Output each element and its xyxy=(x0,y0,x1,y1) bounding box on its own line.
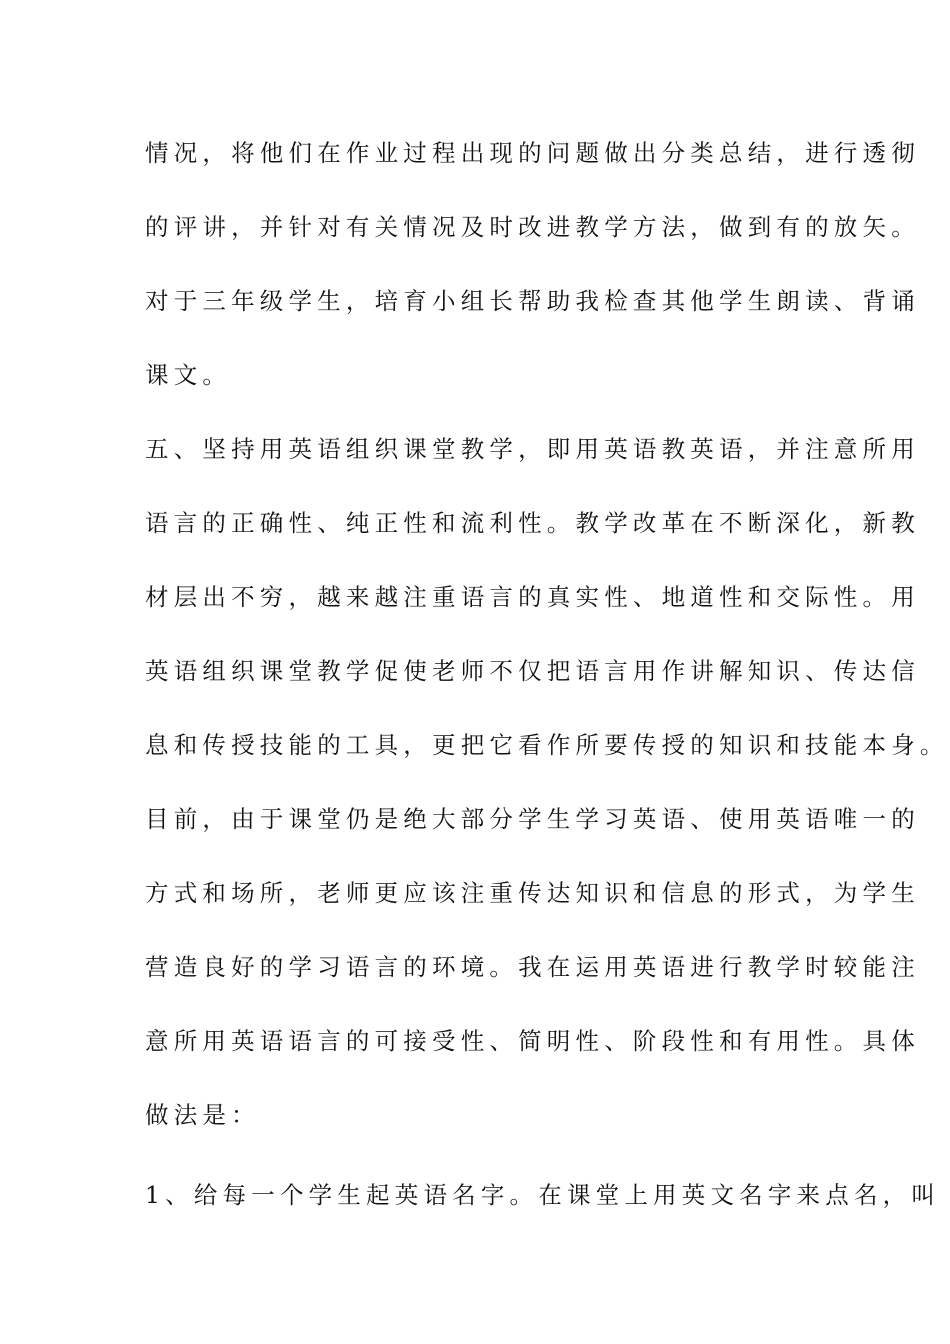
text-line-2: 的评讲，并针对有关情况及时改进教学方法，做到有的放矢。 xyxy=(145,213,920,241)
text-line-15: 1、给每一个学生起英语名字。在课堂上用英文名字来点名，叫 xyxy=(145,1181,941,1209)
text-line-11: 方式和场所，老师更应该注重传达知识和信息的形式，为学生 xyxy=(145,879,920,907)
text-line-14: 做法是： xyxy=(145,1101,260,1129)
text-line-12: 营造良好的学习语言的环境。我在运用英语进行教学时较能注 xyxy=(145,953,920,981)
text-line-6: 语言的正确性、纯正性和流利性。教学改革在不断深化，新教 xyxy=(145,509,920,537)
text-line-4: 课文。 xyxy=(145,361,232,389)
text-line-8: 英语组织课堂教学促使老师不仅把语言用作讲解知识、传达信 xyxy=(145,657,920,685)
text-line-5: 五、坚持用英语组织课堂教学，即用英语教英语，并注意所用 xyxy=(145,435,920,463)
text-line-3: 对于三年级学生，培育小组长帮助我检查其他学生朗读、背诵 xyxy=(145,287,920,315)
text-line-10: 目前，由于课堂仍是绝大部分学生学习英语、使用英语唯一的 xyxy=(145,805,920,833)
text-line-1: 情况，将他们在作业过程出现的问题做出分类总结，进行透彻 xyxy=(145,139,920,167)
text-line-9: 息和传授技能的工具，更把它看作所要传授的知识和技能本身。 xyxy=(145,731,949,759)
text-line-13: 意所用英语语言的可接受性、简明性、阶段性和有用性。具体 xyxy=(145,1027,920,1055)
text-line-7: 材层出不穷，越来越注重语言的真实性、地道性和交际性。用 xyxy=(145,583,920,611)
